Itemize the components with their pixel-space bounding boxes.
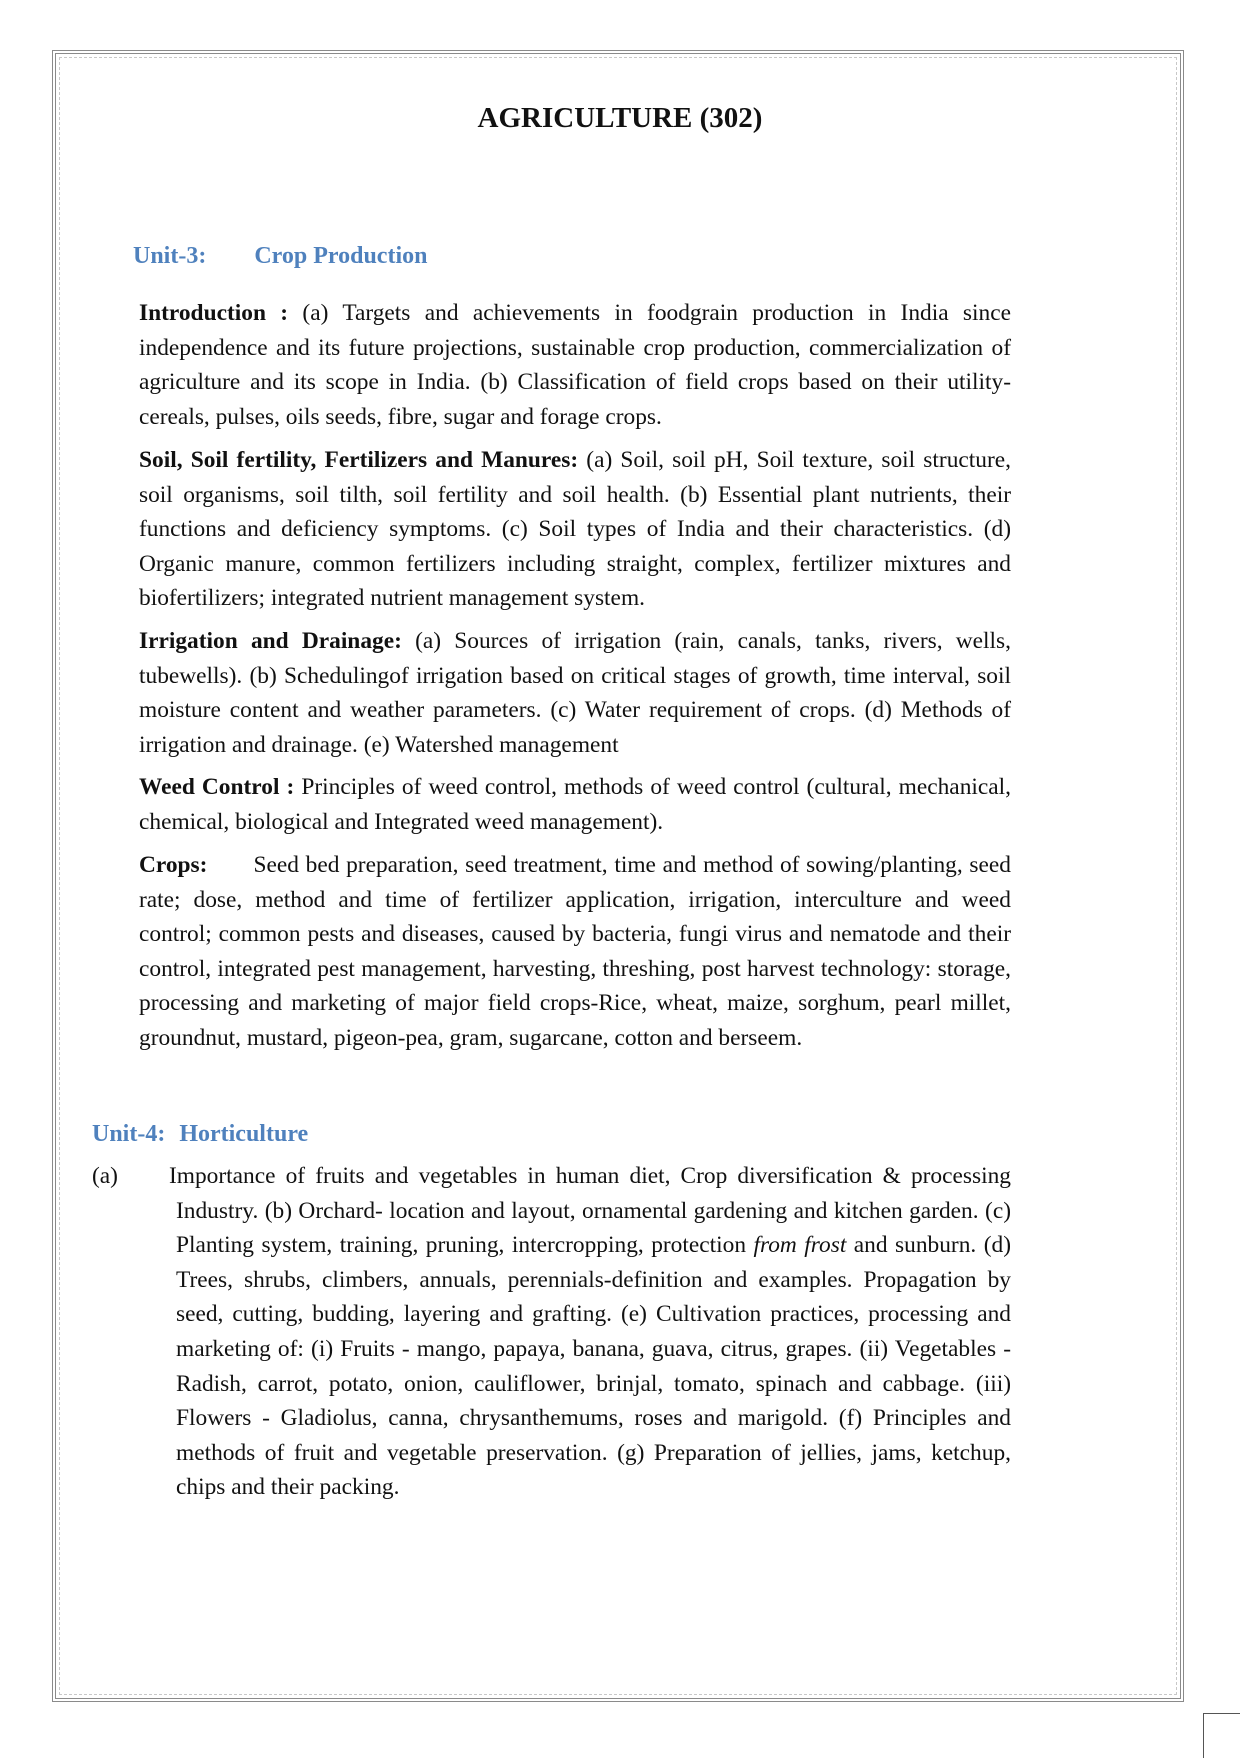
- section-irrigation-text: (a) Sources of irrigation (rain, canals, tanks, rivers, wells, tubewells). (b) Schedulingof irrigation based on critical stages of growth, time interval, soil moisture content and weather parameters. (c) Water requirement of crops. (d) Methods of irrigation and drainage. (e) Watershed management: [139, 628, 1011, 758]
- horticulture-paragraph: [169, 1159, 1011, 1505]
- section-weed-control: [139, 770, 1011, 839]
- section-soil-text: (a) Soil, soil pH, Soil texture, soil structure, soil organisms, soil tilth, soil fertility and soil health. (b) Essential plant nutrients, their functions and deficiency symptoms. (c) Soil types of India and their characteristics. (d) Organic manure, common fertilizers including straight, complex, fertilizer mixtures and biofertilizers; integrated nutrient management system.: [139, 447, 1011, 611]
- unit3-label: Unit-3:: [133, 243, 207, 269]
- section-soil: [139, 443, 1011, 616]
- unit4-label: Unit-4:: [92, 1121, 166, 1147]
- section-irrigation: [139, 624, 1011, 762]
- horticulture-text-after-italic: and sunburn. (d) Trees, shrubs, climbers, annuals, perennials-definition and examples. Propagation by seed, cutting, budding, layering and grafting. (e) Cultivation practices, processing and marketing of: (i) Fruits - mango, papaya, banana, guava, citrus, grapes. (ii) Vegetables - Radish, carrot, potato, onion, cauliflower, brinjal, tomato, spinach and cabbage. (iii) Flowers - Gladiolus, canna, chrysanthemums, roses and marigold. (f) Principles and methods of fruit and vegetable preservation. (g) Preparation of jellies, jams, ketchup, chips and their packing.: [176, 1232, 1011, 1501]
- section-weed-control-text: Principles of weed control, methods of weed control (cultural, mechanical, chemical, biological and Integrated weed management).: [139, 774, 1011, 835]
- document-title: AGRICULTURE (302): [477, 102, 763, 134]
- horticulture-italic-text: from frost: [753, 1232, 847, 1259]
- unit4-title: Horticulture: [179, 1121, 309, 1147]
- section-irrigation-heading: Irrigation and Drainage:: [139, 628, 402, 654]
- horticulture-text-before-italic: Importance of fruits and vegetables in human diet, Crop diversification & processing Industry. (b) Orchard- location and layout, ornamental gardening and kitchen garden. (c) Planting system, training, pruning, intercropping, protection: [169, 1163, 1011, 1259]
- section-introduction: [139, 296, 1011, 434]
- section-crops: [139, 848, 1011, 1055]
- section-crops-text: Seed bed preparation, seed treatment, time and method of sowing/planting, seed rate; dose, method and time of fertilizer application, irrigation, interculture and weed control; common pests and diseases, caused by bacteria, fungi virus and nematode and their control, integrated pest management, harvesting, threshing, post harvest technology: storage, processing and marketing of major field crops-Rice, wheat, maize, sorghum, pearl millet, groundnut, mustard, pigeon-pea, gram, sugarcane, cotton and berseem.: [139, 852, 1011, 1051]
- unit3-heading: [133, 243, 427, 270]
- horticulture-list-marker: (a): [92, 1163, 118, 1189]
- section-soil-heading: Soil, Soil fertility, Fertilizers and Manures:: [139, 447, 579, 473]
- unit3-title: Crop Production: [254, 243, 428, 269]
- section-introduction-text: (a) Targets and achievements in foodgrain production in India since independence and its future projections, sustainable crop production, commercialization of agriculture and its scope in India. (b) Classification of field crops based on their utility-cereals, pulses, oils seeds, fibre, sugar and forage crops.: [139, 300, 1011, 430]
- page-corner-mark: [1203, 1713, 1240, 1758]
- section-crops-heading: Crops:: [139, 852, 208, 878]
- section-introduction-heading: Introduction :: [139, 300, 289, 326]
- section-weed-control-heading: Weed Control :: [139, 774, 295, 800]
- unit4-heading: [92, 1121, 308, 1148]
